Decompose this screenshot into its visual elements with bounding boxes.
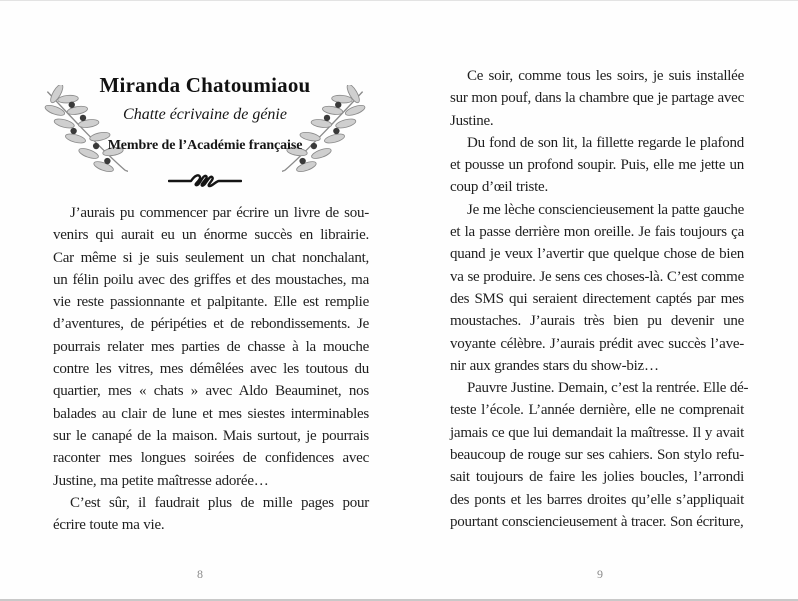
text-line: Justine. xyxy=(450,112,494,129)
text-line: sur mon pouf, dans la chambre que je partage avec xyxy=(450,90,744,107)
text-line: C’est sûr, il faudrait plus de mille pages pour xyxy=(70,494,369,511)
left-page-body xyxy=(53,202,369,536)
olive-branch-right-icon xyxy=(282,85,372,177)
text-line: Justine, ma petite maîtresse adorée… xyxy=(53,472,269,489)
text-line: contre les vitres, mes démêlées avec les toutous du xyxy=(53,361,369,378)
text-line: sait toujours de faire les jolies boucles, l’arrondi xyxy=(450,469,744,486)
text-line: sur le canapé de la maison. Mais surtout, je pourrais xyxy=(53,427,369,444)
paragraph xyxy=(450,65,744,132)
text-line: des SMS qui seraient directement captés par mes xyxy=(450,290,744,307)
text-line: des ponts et les barres droites qu’elle s’appliquait xyxy=(450,491,744,508)
text-line: écrire toute ma vie. xyxy=(53,517,165,534)
text-line: beaucoup de rouge sur ses cahiers. Son stylo refu- xyxy=(450,447,744,464)
text-line: coup d’œil triste. xyxy=(450,179,548,196)
text-line: nir aux grandes stars du show-biz… xyxy=(450,357,659,374)
paragraph xyxy=(450,132,744,199)
text-line: quand je veux l’avertir que quelque chose de bien xyxy=(450,246,744,263)
right-page-body xyxy=(450,65,749,533)
text-line: Je me lèche consciencieusement la patte gauche xyxy=(467,201,745,218)
text-line: et la passe derrière mon oreille. Je fais toujours ça xyxy=(450,224,744,241)
text-line: voyante célèbre. J’aurais prédit avec succès l’ave- xyxy=(450,335,744,352)
text-line: Car même si je suis seulement un chat nonchalant, xyxy=(53,249,369,266)
text-line: jamais ce que lui demandait la maîtresse. Il y avait xyxy=(450,424,744,441)
paragraph xyxy=(53,202,369,492)
text-line: pourrais relater mes parties de chasse à la mouche xyxy=(53,338,369,355)
olive-branch-left-icon xyxy=(38,85,128,177)
text-line: un félin poilu avec des griffes et des moustaches, ma xyxy=(53,271,369,288)
text-line: Ce soir, comme tous les soirs, je suis installée xyxy=(467,68,744,84)
author-title: Miranda Chatoumiaou xyxy=(99,73,311,97)
text-line: et pousse un profond soupir. Puis, elle me jette un xyxy=(450,157,744,174)
text-line: moustaches. J’aurais très bien pu devenir une xyxy=(450,313,744,330)
knot-divider-icon xyxy=(30,171,380,189)
paragraph xyxy=(450,199,744,377)
text-line: d’aventures, de péripéties et de rebondissements. Je xyxy=(53,316,369,333)
text-line: va se produire. Je sens ces choses-là. C’est comme xyxy=(450,268,744,285)
text-line: quartier, mes « chats » avec Aldo Beauminet, nos xyxy=(53,383,369,400)
author-subtitle: Chatte écrivaine de génie xyxy=(123,106,287,123)
paragraph xyxy=(450,377,749,533)
text-line: venirs qui aurait eu un énorme succès en librairie. xyxy=(53,227,369,244)
text-line: pourtant consciencieusement à tracer. Son écriture, xyxy=(450,513,744,530)
text-line: Du fond de son lit, la fillette regarde le plafond xyxy=(467,134,744,151)
author-affiliation: Membre de l’Académie française xyxy=(107,138,303,153)
text-line: vie reste passionnante et palpitante. Elle est remplie xyxy=(53,294,369,311)
text-line: teste l’école. L’année dernière, elle ne comprenait xyxy=(450,402,744,419)
text-line: J’aurais pu commencer par écrire un livre de sou- xyxy=(70,205,369,221)
page-number-right: 9 xyxy=(597,567,603,581)
page-number-left: 8 xyxy=(197,567,203,581)
text-line: Pauvre Justine. Demain, c’est la rentrée. Elle dé- xyxy=(467,380,749,397)
paragraph xyxy=(53,492,369,537)
text-line: raconter mes longues soirées de confidences avec xyxy=(53,450,369,467)
text-line: balades au clair de lune et mes siestes interminables xyxy=(53,405,369,422)
